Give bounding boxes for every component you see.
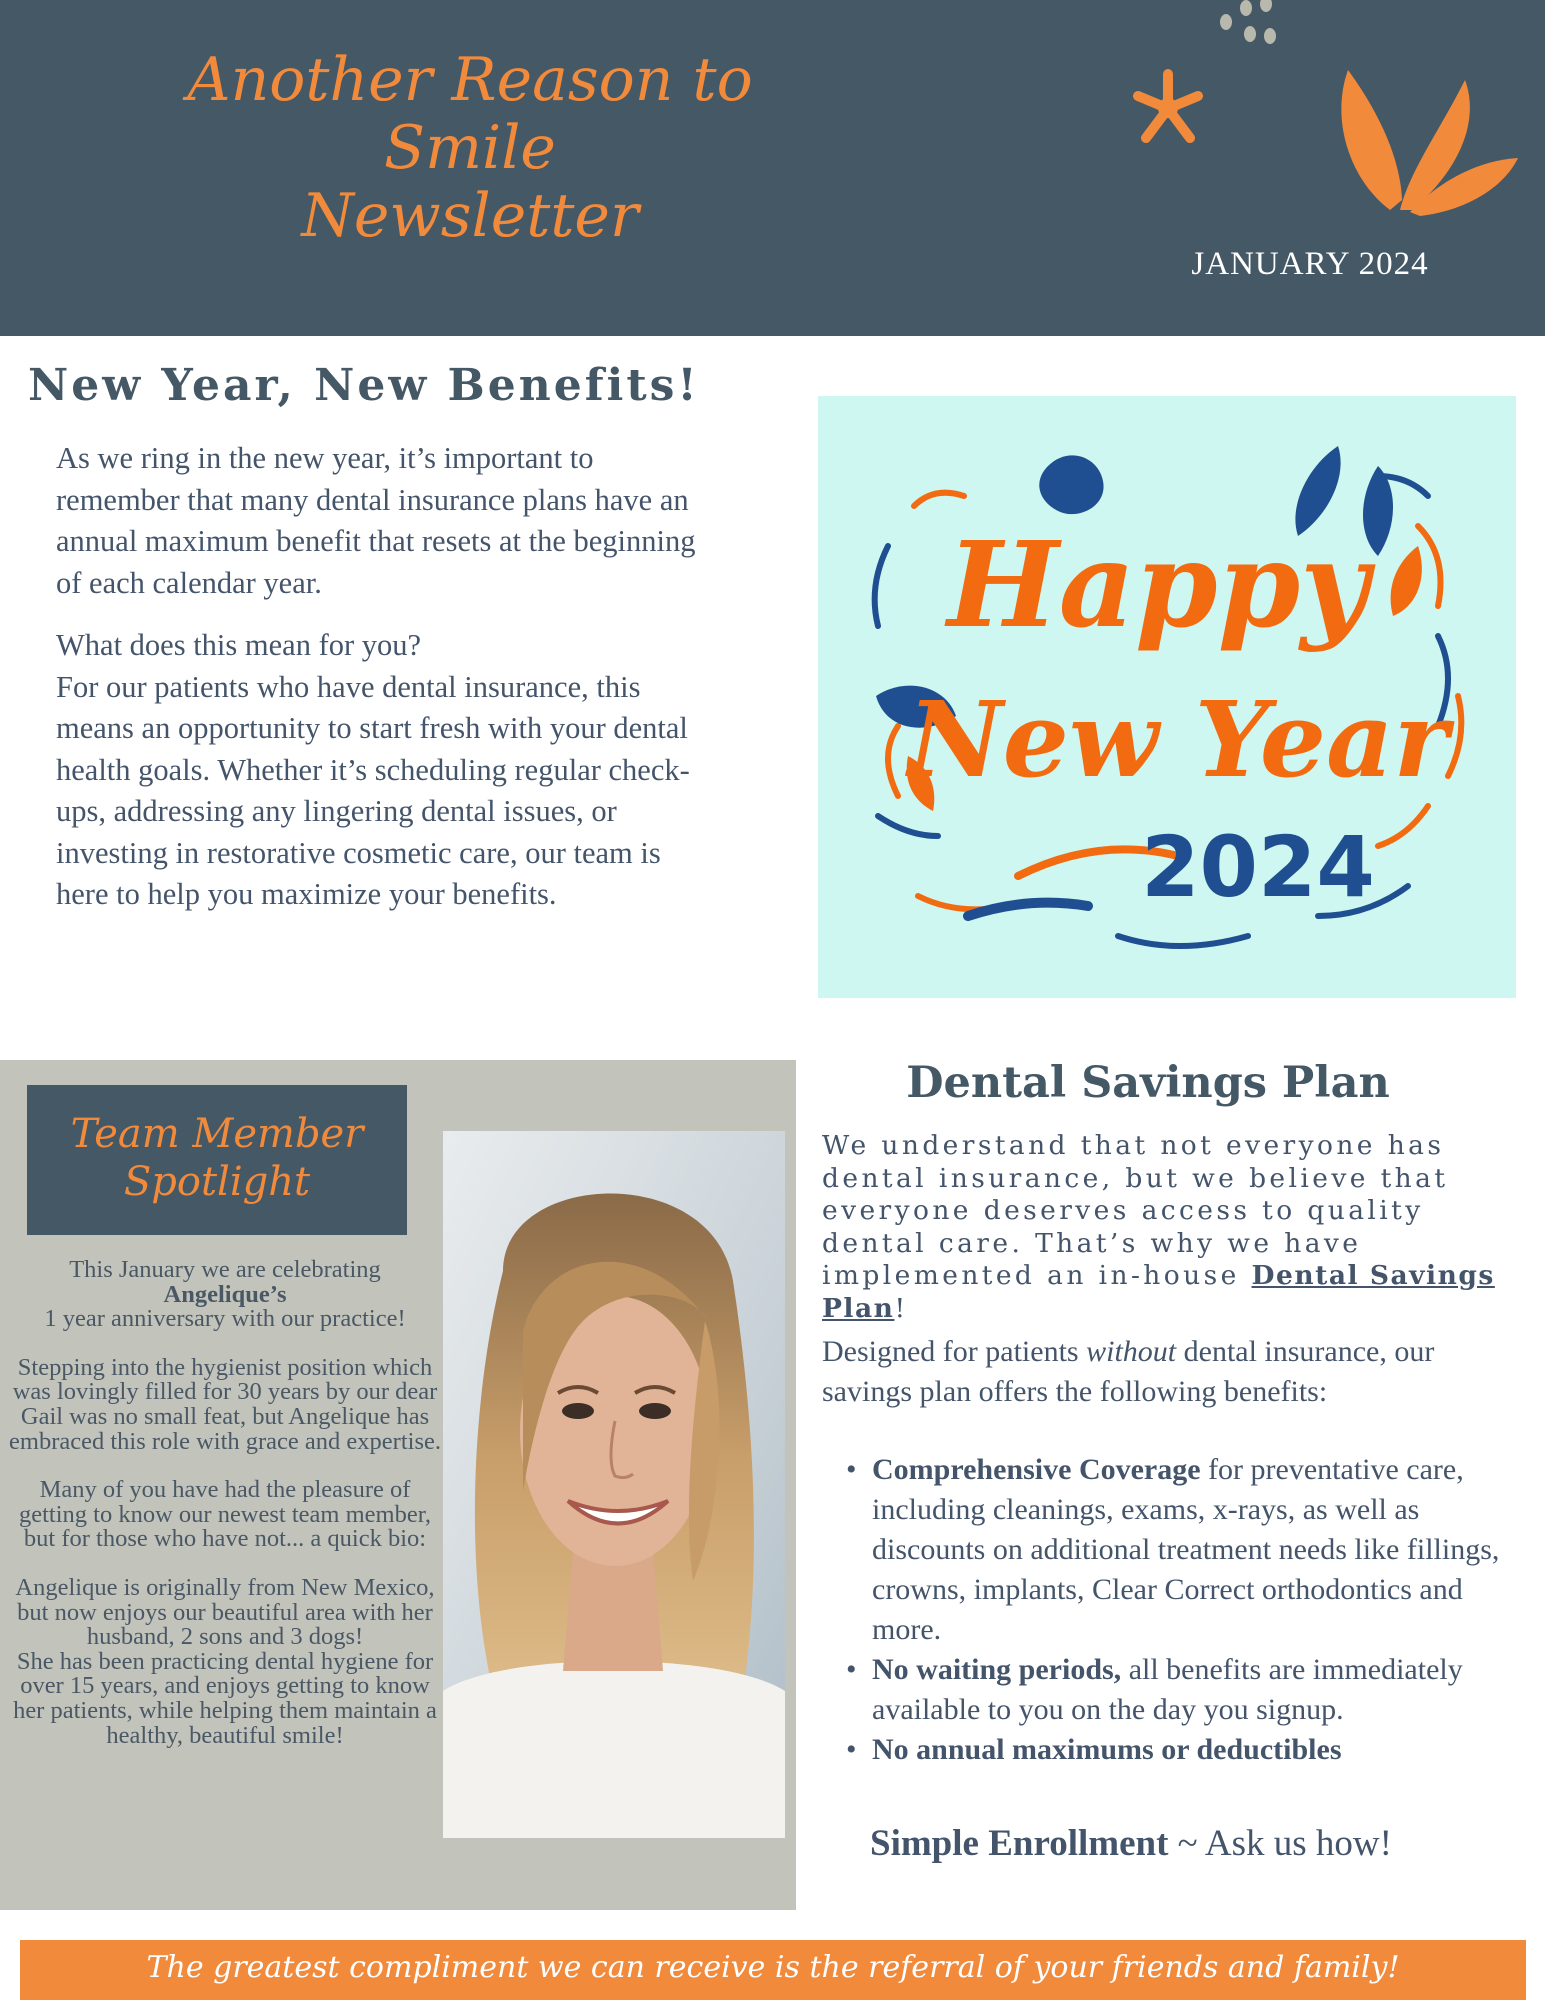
team-member-photo — [443, 1131, 785, 1838]
benefit-text: for preventative care, including cleanings, exams, x-rays, as well as discounts on additional treatment needs like fillings, crowns, implants, Clear Correct orthodontics and more. — [872, 1453, 1500, 1646]
spotlight-title-line-1: Team Member — [70, 1111, 364, 1157]
benefits-answer: For our patients who have dental insurance, this means an opportunity to start fresh with your dental health goals. Whether it’s scheduling regular check-ups, addressing any lingering dental issues, or investing in restorative cosmetic care, our team is here to help you maximize your benefits. — [56, 669, 690, 911]
title-line-1: Another Reason to — [187, 45, 753, 115]
spotlight-title-line-2: Spotlight — [123, 1159, 311, 1205]
benefits-body — [56, 438, 696, 937]
dots-decoration-icon — [1210, 0, 1290, 50]
benefit-bold: No annual maximums or deductibles — [872, 1733, 1342, 1766]
benefits-heading: New Year, New Benefits! — [28, 360, 700, 411]
happy-new-year-lettering — [818, 396, 1516, 998]
benefit-bold: Comprehensive Coverage — [872, 1453, 1201, 1486]
savings-intro-text: We understand that not everyone has dental insurance, but we believe that everyone deserves access to quality dental care. That’s why we have implemented an in-house — [822, 1130, 1449, 1291]
enrollment-bold: Simple Enrollment — [870, 1823, 1169, 1864]
savings-intro-end: ! — [894, 1292, 909, 1324]
benefits-paragraph-1: As we ring in the new year, it’s important to remember that many dental insurance plans have an annual maximum benefit that resets at the beginning of each calendar year. — [56, 441, 696, 600]
spotlight-intro: This January we are celebrating — [69, 1256, 381, 1283]
savings-plan-link-text[interactable]: Dental Savings Plan — [822, 1260, 1495, 1324]
art-year-text: 2024 — [1141, 818, 1375, 916]
art-happy-text: Happy — [947, 515, 1369, 654]
benefits-paragraph-2 — [56, 625, 696, 916]
spotlight-title-box — [27, 1085, 407, 1235]
issue-date: JANUARY 2024 — [1191, 246, 1429, 282]
spotlight-anniversary: 1 year anniversary with our practice! — [44, 1305, 406, 1333]
art-new-year-text: New Year — [907, 678, 1449, 801]
designed-post: dental insurance, our savings plan offers the following benefits: — [822, 1335, 1435, 1408]
title-line-2: Smile — [384, 113, 556, 183]
happy-new-year-image — [818, 396, 1516, 998]
enrollment-callout — [870, 1822, 1392, 1865]
spotlight-paragraph-1 — [8, 1258, 442, 1332]
spotlight-paragraph-4 — [8, 1573, 442, 1749]
leaf-sprout-icon — [1330, 60, 1520, 220]
savings-plan-intro — [822, 1130, 1522, 1325]
portrait-illustration — [443, 1131, 785, 1838]
benefit-text: all benefits are immediately available to you on the day you signup. — [872, 1653, 1463, 1726]
savings-plan-title: Dental Savings Plan — [906, 1058, 1390, 1108]
spotlight-paragraph-2: Stepping into the hygienist position which was lovingly filled for 30 years by our dear Gail was no small feat, but Angelique has embraced this role with grace and expertise. — [9, 1353, 441, 1455]
list-item — [872, 1450, 1527, 1650]
benefit-bold: No waiting periods, — [872, 1653, 1122, 1686]
spotlight-name: Angelique’s — [163, 1280, 287, 1308]
savings-benefits-list — [872, 1450, 1527, 1770]
benefits-question: What does this mean for you? — [56, 628, 422, 662]
spotlight-bio-2: She has been practicing dental hygiene for over 15 years, and enjoys getting to know her patients, while helping them maintain a healthy, beautiful smile! — [13, 1647, 437, 1749]
list-item — [872, 1650, 1527, 1730]
title-line-3: Newsletter — [301, 181, 639, 251]
designed-emphasis: without — [1086, 1335, 1177, 1368]
spotlight-text — [8, 1258, 442, 1772]
spotlight-bio-1: Angelique is originally from New Mexico, but now enjoys our beautiful area with her husband, 2 sons and 3 dogs! — [15, 1573, 435, 1651]
asterisk-star-icon — [1124, 68, 1212, 148]
savings-designed-for — [822, 1332, 1522, 1412]
enrollment-text: ~ Ask us how! — [1168, 1823, 1392, 1864]
referral-text: The greatest compliment we can receive is the referral of your friends and family! — [146, 1950, 1400, 1985]
referral-banner — [20, 1940, 1526, 2000]
newsletter-title — [150, 46, 790, 250]
newsletter-header — [0, 0, 1545, 336]
spotlight-title — [27, 1110, 407, 1206]
list-item — [872, 1730, 1527, 1770]
spotlight-paragraph-3: Many of you have had the pleasure of getting to know our newest team member, but for those who have not... a quick bio: — [18, 1476, 431, 1553]
designed-pre: Designed for patients — [822, 1335, 1079, 1368]
